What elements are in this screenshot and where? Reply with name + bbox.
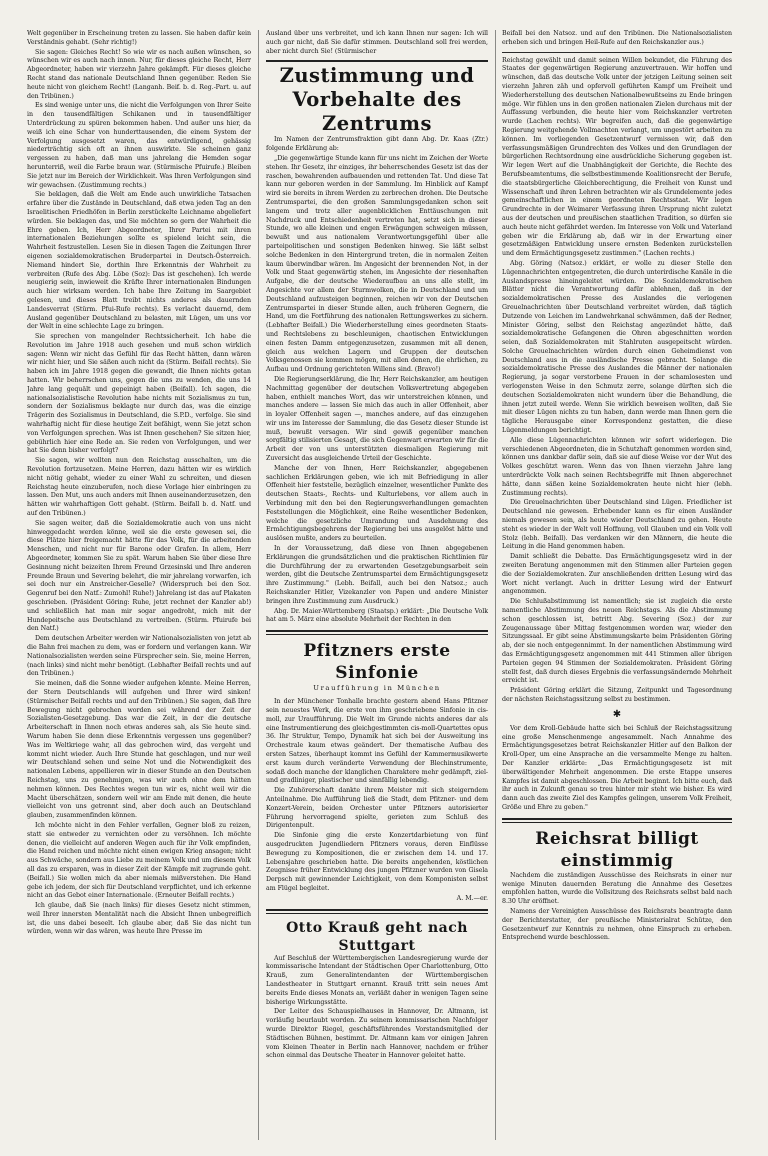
body-paragraph: Die Zuhörerschaft dankte ihrem Meister mit sich steigerndem Anteilnahme. Die Aufführung ließ die Stadt, dem Pfitzner- und dem Konzert-Verein, beiden Orchester unter Pfitzners autorisierter Führung hervorragend spielte, gerieten zum Schluß des Dirigentenpult. — [266, 787, 488, 830]
subheadline: Uraufführung in München — [313, 684, 441, 693]
body-paragraph: Abg. Göring (Natsoz.) erklärt, er wolle zu dieser Stelle den Lügennachrichten entgegentreten, die durch unterirdische Kanäle in die Auslandspresse hineingeleitet würden. Die Sozialdemokratischen Blätter nicht die Verantwortung dafür ablehnen, daß in der sozialdemokratischen Presse des Auslandes die verlogenen Greuelnachrichten über Deutschland verbreitet würden, daß täglich Dutzende von Leichen im Landwehrkanal schwämmen, daß der Redner, Minister Göring, selbst den Reichstag angezündet hätte, daß sozialdemokratische Gefangenen die Ohren abgeschnitten worden seien, daß Sozialdemokraten mit Stahlruten ausgepeitscht würden. Solche Greuelnachrichten würden durch einen Geheimdienst von Deutschland aus in die ausländische Presse gebracht. Solange die sozialdemokratische Presse des Auslandes die Männer der nationalen Regierung, ja sogar verstorbene Frauen in der schamlosesten und verlogensten Weise in den Schmutz zerre, solange dürften sich die deutschen Sozialdemokraten nicht wundern über die Behandlung, die ihnen jetzt zuteil werde. Wenn Sie wirklich beweisen wollten, daß Sie mit dieser Lügen nichts zu tun haben, dann werde man Ihnen gern die tägliche Herausgabe einer Korrespondenz gestatten, die diese Lügenmeldungen berichtigt. — [502, 259, 732, 435]
body-paragraph: Beifall bei den Natsoz. und auf den Tribünen. Die Nationalsozialisten erheben sich und bringen Heil-Rufe auf den Reichskanzler aus.) — [502, 30, 732, 46]
section-divider — [266, 60, 488, 62]
article-pfitzner — [266, 640, 488, 903]
headline: Pfitzners erste Sinfonie — [303, 641, 451, 684]
column-middle — [266, 30, 488, 1140]
body-paragraph: Vor dem Kroll-Gebäude hatte sich bei Schluß der Reichstagssitzung eine große Menschenmenge angesammelt. Nach Annahme des Ermächtigungsgesetzes betrat Reichskanzler Hitler auf den Balkon der Kroll-Oper, um eine Ansprache an die versammelte Menge zu halten. Der Kanzler erklärte: „Das Ermächtigungsgesetz ist mit überwältigender Mehrheit angenommen. Die erste Etappe unseres Kampfes ist damit abgeschlossen. Die Arbeit beginnt. Ich bitte euch, daß ihr auch in Zukunft genau so treu hinter mir steht wie bisher. Es wird dann auch das zweite Ziel des Kampfes gelingen, unserem Volk Freiheit, Größe und Ehre zu geben." — [502, 724, 732, 811]
body-paragraph: In der Münchener Tonhalle brachte gestern abend Hans Pfitzner sein neuestes Werk, die erste von ihm geschriebene Sinfonie in cis-moll, zur Uraufführung. Die Welt im Grunde nichts anderes dar als eine Instrumentierung des gleichgestimmten cis-moll-Quartettes opus 36. Ihr Struktur, Tempo, Dynamik hat sich bei der Ausweitung ins Orchestrale kaum etwas geändert. Der thematische Aufbau des ersten Satzes, überhaupt kommt ins Gefühl der Kammermusikwerte erst kaum durch veränderte Verwendung der Blechinstrumente, sodaß doch manche der klanglichen Charaktere mehr gedämpft, ziel- und gradliniger, plastischer und sinnfällig lebendig. — [266, 698, 488, 785]
body-paragraph: Ich glaube, daß Sie (nach links) für dieses Gesetz nicht stimmen, weil Ihrer innersten Mentalität nach die Absicht Ihnen unbegreiflich ist, die uns dabei beseelt. Ich glaube aber, daß Sie das nicht tun würden, wenn wir das wären, was heute Ihre Presse im — [27, 902, 251, 936]
body-paragraph: Manche der von Ihnen, Herr Reichskanzler, abgegebenen sachlichen Erklärungen geben, wie ich mit Befriedigung in aller Offenheit hier feststelle, bezüglich einzelner, wesentlicher Punkte des deutschen Staats-, Rechts- und Kulturlebens, vor allem auch in Verbindung mit den bei den Regierungsverhandlungen gemachten Feststellungen die Möglichkeit, eine Reihe wesentlicher Bedenken, welche die gesetzliche Umrandung und Ausdehnung des Ermächtigungsbegehrens der Regierung bei uns ausgelöst hätte und auslösen mußte, anders zu beurteilen. — [266, 464, 488, 543]
body-paragraph: Sie sagen: Gleiches Recht! So wie wir es nach außen wünschen, so wünschen wir es auch nach innen. Nur, für dieses gleiche Recht, Herr Abgeordneter, haben wir vierzehn Jahre gekämpft. Für dieses gleiche Recht stand das nationale Deutschland Ihnen gegenüber. Reden Sie heute nicht von gleichem Recht! (Langanh. Beif. b. d. Reg.-Part. u. auf den Tribünen.) — [27, 48, 251, 100]
body-paragraph: „Die gegenwärtige Stunde kann für uns nicht im Zeichen der Worte stehen. Ihr Gesetz, ihr einziges, ihr beherrschendes Gesetz ist das der raschen, bewahrenden aufbauenden und rettenden Tat. Und diese Tat kann nur geboren werden in der Sammlung. Im Hinblick auf Kampf wird sie bereits in ihrem Werden zu zerbrechen drohen. Die Deutsche Zentrumspartei, die den großen Sammlungsgedanken schon seit langem und trotz aller augenblicklichen Enttäuschungen mit Nachdruck und Entschiedenheit vertreten hat, setzt sich in dieser Stunde, wo alle kleinen und engen Erwägungen schweigen müssen, bewußt und aus nationalem Verantwortungsgefühl über alle parteipolitischen und sonstigen Bedenken hinweg. Sie läßt selbst solche Bedenken in den Hintergrund treten, die in normalen Zeiten kaum überwindbar wären. Im Angesicht der brennenden Not, in der Volk und Staat gegenwärtig stehen, im Angesichte der riesenhaften Aufgabe, die der deutsche Wiederaufbau an uns alle stellt, im Angesichte vor allem der Sturmwolken, die in Deutschland und um Deutschland aufzusteigen beginnen, reichen wir von der Deutschen Zentrumspartei in dieser Stunde allen, auch früheren Gegnern, die Hand, um die Fortführung des nationalen Rettungswerkes zu sichern. (Lebhafter Beifall.) Die Wiederherstellung eines geordneten Staats- und Rechtslebens zu beschleunigen, chaotischen Entwicklungen einen festen Damm entgegenzusetzen, zusammen mit all denen, gleich aus welchen Lagern und Gruppen der deutschen Volksgenossen sie kommen mögen, mit allen denen, die ehrlichen, zu Aufbau und Ordnung gerichteten Willens sind. (Bravo!) — [266, 154, 488, 374]
body-paragraph: Abg. Dr. Maier-Württemberg (Staatsp.) erklärt: „Die Deutsche Volk hat am 5. März eine absolute Mehrheit der Rechten in den — [266, 607, 488, 624]
column-rule — [258, 30, 259, 1140]
article-reichsrat — [502, 828, 732, 943]
body-paragraph: In der Voraussetzung, daß diese von Ihnen abgegebenen Erklärungen die grundsätzlichen und die praktischen Richtlinien für die Durchführung der zu erwartenden Gesetzgebungsarbeit sein werden, gibt die Deutsche Zentrumspartei dem Ermächtigungsgesetz ihre Zustimmung." (Lebh. Beifall, auch bei den Natsoz.; auch Reichskanzler Hitler, Vizekanzler von Papen und andere Minister bringen ihre Zustimmung zum Ausdruck.) — [266, 545, 488, 605]
author-signature: A. M.—er. — [456, 894, 488, 902]
body-paragraph: Ausland über uns verbreitet, und ich kann Ihnen nur sagen: Ich will auch gar nicht, daß Sie dafür stimmen. Deutschland soll frei werden, aber nicht durch Sie! (Stürmischer — [266, 30, 488, 55]
body-paragraph: Alle diese Lügennachrichten können wir sofort widerlegen. Die verschiedenen Abgeordneten, die in Schutzhaft genommen worden sind, können uns dankbar dafür sein, daß sie auf diese Weise vor der Wut des Volkes geschützt waren. Wenn das von Ihnen vierzehn Jahre lang unterdrückte Volk nach seinen Rechtsbegriffe mit Ihnen abgerechnet hätte, dann säßen keine Sozialdemokraten heute nicht hier (lebh. Zustimmung rechts). — [502, 436, 732, 497]
body-paragraph: Die Greuelnachrichten über Deutschland sind Lügen. Friedlicher ist Deutschland nie gewesen. Erhebender kann es für einen Ausländer niemals gewesen sein, als heute wieder Deutschland zu gehen. Heute steht es wieder in der Welt voll Hoffnung, voll Glauben und ein Volk voll Stolz (lebh. Beifall). Das verdanken wir den Männern, die heute die Leitung in die Hand genommen haben. — [502, 499, 732, 551]
body-paragraph: Der Leiter des Schauspielhauses in Hannover, Dr. Altmann, ist vorläufig beurlaubt worden. Zu seinem kommissarischen Nachfolger wurde Direktor Riegel, geschäftsführendes Vorstandsmitglied der Städtischen Bühnen, bestimmt. Dr. Altmann kam vor einigen Jahren vom Kleinen Theater in Berlin nach Hannover, nachdem er früher schon einmal das Deutsche Theater in Hannover geleitet hatte. — [266, 1008, 488, 1060]
body-paragraph: Die Sinfonie ging die erste Konzertdarbietung von fünf ausgedruckten Jugendliedern Pfitzners voraus, deren Einflüsse Bewegung zu Kompositionen, die er zwischen dem 14. und 17. Lebensjahre geschrieben hatte. Die bereits angehenden, köstlichen Zeugnisse früher Entwicklung des jungen Pfitzner wurden von Gisela Derpsch mit gewinnender Leichtigkeit, von dem Komponisten selbst am Flügel begleitet. — [266, 832, 488, 892]
headline: Otto Krauß geht nach Stuttgart — [286, 919, 468, 954]
section-divider — [266, 630, 488, 635]
body-paragraph: Reichstag gewählt und damit seinen Willen bekundet, die Führung des Staates der gegenwärtigen Regierung anzuvertrauen. Wir hoffen und wünschen, daß das deutsche Volk unter der jetzigen Leitung seinen seit vierzehn Jahren zäh und opfervoll geführten Kampf um Freiheit und Wiederherstellung des deutschen Nationalbewußtseins zu Ende bringen möge. Wir fühlen uns in den großen nationalen Zielen durchaus mit der Auffassung verbunden, die heute hier vom Reichskanzler vertreten wurde (Lachen rechts). Wir begreifen auch, daß die gegenwärtige Regierung weitgehende Vollmachten verlangt, um ungestört arbeiten zu können. Im vorliegenden Gesetzentwurf vermissen wir, daß den verfassungsmäßigen Grundrechten des Volkes und den Grundlagen der bürgerlichen Rechtsordnung eine ausdrückliche Sicherung gegeben ist. Wir legen Wert auf die Unabhängigkeit der Gerichte, die Rechte des Berufsbeamtentums, die selbstbestimmende Koalitionsrecht der Berufe, die staatsbürgerliche Gleichberechtigung, die Freiheit von Kunst und Wissenschaft und ihren Lehren betrachten wir als Grundelemente jedes gemeinschaftlichen in einem geordneten Rechtsstaat. Wir legen Grundrechte in der Weimarer Verfassung ihren Ursprung nicht zuletzt aus der deutschen und preußischen staatlichen Tradition, so dürfen sie auch heute nicht gefährdet werden. Im Interesse von Volk und Vaterland geben wir die Erklärung ab, daß wir in der Erwartung einer gesetzmäßigen Entwicklung unsere ernsten Bedenken zurückstellen und dem Ermächtigungsgesetz zustimmen." (Lachen rechts.) — [502, 56, 732, 258]
body-paragraph: Sie sagen weiter, daß die Sozialdemokratie auch von uns nicht hinweggedacht werden könne, weil sie die erste gewesen sei, die diese Plätze hier freigemacht hätte für das Volk, für die arbeitenden Menschen, und nicht nur für Barone oder Grafen. In allem, Herr Abgeordneter, kommen Sie zu spät. Warum haben Sie über diese Ihre Gesinnung nicht beizeiten Ihrem Freund Grzesinski und Ihre anderen Freunde Braun und Severing belehrt, die mir jahrelang vorwarfen, ich sei doch nur ein Anstreicher-Geselle? (Widerspruch bei den Soz. Gegenruf bei den Natf.: Zumohl! Ruhe!) Jahrelang ist das auf Plakaten geschrieben. (Präsident Göring: Ruhe, jetzt rechnet der Kanzler ab!) und schließlich hat man mir sogar angedroht, mich mit der Hundepeitsche aus Deutschland zu vertreiben. (Stürm. Pfuirufe bei den Natf.) — [27, 519, 251, 633]
body-paragraph: Sie meinen, daß die Sonne wieder aufgehen könnte. Meine Herren, der Stern Deutschlands will aufgehen und Ihrer wird sinken! (Stürmischer Beifall rechts und auf den Tribünen.) Sie sagen, daß Ihre Bewegung nicht gebrochen worden sei während der Zeit der Sozialisten-Gesetzgebung. Das war die Zeit, in der die deutsche Arbeiterschaft in Ihnen noch etwas anderes sah, als Sie heute sind. Warum haben Sie denn diese Erkenntnis vergessen uns gegenüber? Was im Weltkriege wahr, all das gebrochen wird, das vergeht und kommt nicht wieder. Auch Ihre Stunde hat geschlagen, und nur weil wir Deutschland sehen und seine Not und die Notwendigkeit des nationalen Lebens, appellieren wir in dieser Stunde an den Deutschen Reichstag, uns zu genehmigen, was wir auch ohne dem hätten nehmen können. Des Rechtes wegen tun wir es, nicht weil wir die Macht überschätzen, sondern weil wir am Ende mit denen, die heute vielleicht von uns getrennt sind, aber doch auch an Deutschland glauben, zusammenfinden können. — [27, 680, 251, 820]
body-paragraph: Auf Beschluß der Württembergischen Landesregierung wurde der kommissarische Intendant der Städtischen Oper Charlottenburg, Otto Krauß, zum Generalintendanten der Württembergischen Landestheater in Stuttgart ernannt. Krauß tritt sein neues Amt bereits Ende dieses Monats an, verläßt daher in wenigen Tagen seine bisherige Wirkungsstätte. — [266, 954, 488, 1006]
section-divider — [266, 909, 488, 914]
headline: Reichsrat billigt einstimmig — [535, 828, 699, 871]
article-krauss — [266, 919, 488, 1062]
body-paragraph: Welt gegenüber in Erscheinung treten zu lassen. Sie haben dafür kein Verständnis gehabt. (Sehr richtig!) — [27, 30, 251, 46]
section-divider — [502, 52, 732, 53]
headline: Zustimmung und Vorbehalte des Zentrums — [279, 64, 475, 136]
body-paragraph: Im Namen der Zentrumsfraktion gibt dann Abg. Dr. Kaas (Ztr.) folgende Erklärung ab: — [266, 136, 488, 153]
column-left — [27, 30, 251, 1140]
body-paragraph: Die Schlußabstimmung ist namentlich; sie ist zugleich die erste namentliche Abstimmung des neuen Reichstags. Als die Abstimmung schon geschlossen ist, betritt Abg. Severing (Soz.) der zur Zeugenaussage über Mittag festgenommen worden war, wieder den Sitzungssaal. Er gibt seine Abstimmungskarte beim Präsidenten Göring ab, der sie noch entgegennimmt. In der namentlichen Abstimmung wird das Ermächtigungsgesetz angenommen mit 441 Stimmen aller übrigen Parteien gegen 94 Stimmen der Sozialdemokraten. Präsident Göring stellt fest, daß durch dieses Ergebnis die verfassungsändernde Mehrheit erreicht ist. — [502, 598, 732, 685]
body-paragraph: Damit schließt die Debatte. Das Ermächtigungsgesetz wird in der zweiten Beratung angenommen mit den Stimmen aller Parteien gegen die der Sozialdemokraten. Zur anschließenden dritten Lesung wird das Wort nicht verlangt. Auch in dritter Lesung wird der Entwurf angenommen. — [502, 553, 732, 596]
body-paragraph: Sie sagen, wir wollten nun den Reichstag ausschalten, um die Revolution fortzusetzen. Meine Herren, dazu hätten wir es wirklich nicht nötig gehabt, wieder zu einer Wahl zu schreiten, und diesen Reichstag heute einzuberufen, noch diese Vorlage hier einbringen zu lassen. Den Mut, uns auch anders mit Ihnen auseinanderzusetzen, den hätten wir wahrhaftigen Gott gehabt. (Stürm. Beifall b. d. Natf. und auf den Tribünen.) — [27, 457, 251, 518]
body-paragraph: Die Regierungserklärung, die Ihr, Herr Reichskanzler, am heutigen Nachmittag gegenüber der deutschen Volksvertretung abgegeben haben, enthielt manches Wort, das wir unterstreichen können, und manches andere — lassen Sie mich das auch in aller Offenheit, aber in loyaler Offenheit sagen —, manches andere, auf das einzugehen wir uns im Interesse der Sammlung, die das Gesetz dieser Stunde ist muß, bewußt versagen. Wir sind gewiß gegenüber manchen sorgfältig stilisierten Gesagt, die sich Gegenwart erwarten wir für die Arbeit der von uns unterstützten diesmaligen Regierung mit Zuversicht das ausgleichende Urteil der Geschichte. — [266, 375, 488, 463]
body-paragraph: Nachdem die zuständigen Ausschüsse des Reichsrats in einer nur wenige Minuten dauernden Beratung die Annahme des Gesetzes empfohlen hatten, wurde die Vollsitzung des Reichsrats selbst bald nach 8.30 Uhr eröffnet. — [502, 871, 732, 906]
column-rule — [495, 30, 496, 1140]
body-paragraph: Ich möchte nicht in den Fehler verfallen, Gegner bloß zu reizen, statt sie entweder zu vernichten oder zu versöhnen. Ich möchte denen, die vielleicht auf anderen Wegen auch für ihr Volk empfinden, die Hand reichen und möchte nicht einen ewigen Krieg ansagen; nicht aus Schwäche, sondern aus Liebe zu meinem Volk und um diesem Volk all das zu ersparen, was in dieser Zeit der Kämpfe mit zugrunde geht. (Beifall.) Sie wollen mich da aber niemals mißverstehen. Die Hand gebe ich jedem, der sich für Deutschland verpflichtet, und ich erkenne nicht an das Gebot einer Internationale. (Erneuter Beifall rechts.) — [27, 821, 251, 900]
separator-asterisk: ✱ — [612, 708, 622, 720]
body-paragraph: Sie beklagen, daß die Welt am Ende auch unwirkliche Tatsachen erfahre über die Zustände in Deutschland, daß etwa jeden Tag an den Israelitischen Friedhöfen in Berlin zerstückelte Leichname abgeliefert würden. Sie beklagen das, und Sie möchten so gern der Wahrheit die Ehre geben. Ich, Herr Abgeordneter, Ihrer Partei mit ihren internationalen Beziehungen sollte es spielend leicht sein, die Wahrheit festzustellen. Lesen Sie in diesen Tagen die Zeitungen Ihrer eigenen sozialdemokratischen Bruderpartei in Deutsch-Österreich. Niemand hindert Sie, dorthin Ihre Erkenntnis der Wahrheit zu verbreiten (Rufe des Abg. Löbe (Soz): Das ist geschehen). Ich werde neugierig sein, inwieweit die Kräfte Ihrer internationalen Bindungen auch hier wirksam werden. Ich habe Ihre Zeitung im Saargebiet gelesen, und dieses Blatt treibt nichts anderes als dauernden Landesverrat (Stürm. Pfui-Rufe rechts). Es verlacht dauernd, dem Ausland gegenüber Deutschland zu belasten, mit Lügen, um uns vor der Welt in eine schlechte Lage zu bringen. — [27, 191, 251, 331]
body-paragraph: Sie sprechen von mangelnder Rechtssicherheit. Ich habe die Revolution im Jahre 1918 auch gesehen und muß schon wirklich sagen: Wenn wir nicht das Gefühl für das Recht hätten, dann wären wir nicht hier, und Sie säßen auch nicht da (Stürm. Beifall rechts). Sie haben ich im Jahre 1918 gegen die gewandt, die Ihnen nichts getan hatten. Wir beherrschen uns, gegen die uns zu wenden, die uns 14 Jahre lang gequält und gepeinigt haben (Beifall). Ich sagen, die nationalsozialistische Revolution habe nichts mit Sozialismus zu tun, sondern der Sozialismus beklagte nur durch das, was die einzige Trägerin des Sozialismus in Deutschland, die S.P.D., verfolge. Sie sind wahrhaftig nicht für diese heutige Zeit befähigt, wenn Sie jetzt schon von Verfolgungen sprechen. Was ist Ihnen geschehen? Sie sitzen hier, gebührlich hier eine Rede an. Sie reden von Verfolgungen, und wer hat Sie denn bisher verfolgt? — [27, 333, 251, 455]
body-paragraph: Namens der Vereinigten Ausschüsse des Reichsrats beantragte dann der Berichterstatter, der preußische Ministerialrat Schütze, den Gesetzentwurf zur Kenntnis zu nehmen, ohne Einspruch zu erheben. Entsprechend wurde beschlossen. — [502, 907, 732, 942]
article-zentrum — [266, 64, 488, 625]
section-divider — [502, 818, 732, 823]
body-paragraph: Es sind wenige unter uns, die nicht die Verfolgungen von Ihrer Seite in den tausendfältigen Schikanen und in tausendfältiger Unterdrückung zu spüren bekommen haben. Und außer uns hier, da weiß ich eine Schar von hunderttausenden, die einem System der Verfolgung ausgesetzt waren, das entwürdigend, gehässig niederträchtig sich oft an ihnen auswirkte. Sie scheinen ganz vergessen zu haben, daß man uns jahrelang die Hemden sogar herunterriß, weil die Farbe braun war. (Stürmische Pfuirufe.) Bleiben Sie jetzt nur im Bereich der Wirklichkeit. Was Ihren Verfolgungen sind wir gewachsen. (Zustimmung rechts.) — [27, 102, 251, 189]
body-paragraph: Präsident Göring erklärt die Sitzung, Zeitpunkt und Tagesordnung der nächsten Reichstagssitzung selbst zu bestimmen. — [502, 687, 732, 703]
column-right — [502, 30, 732, 1140]
body-paragraph: Dem deutschen Arbeiter werden wir Nationalsozialisten von jetzt ab die Bahn frei machen zu dem, was er fordern und verlangen kann. Wir Nationalsozialisten werden seine Fürsprecher sein. Sie, meine Herren, (nach links) sind nicht mehr benötigt. (Lebhafter Beifall rechts und auf den Tribünen.) — [27, 635, 251, 678]
